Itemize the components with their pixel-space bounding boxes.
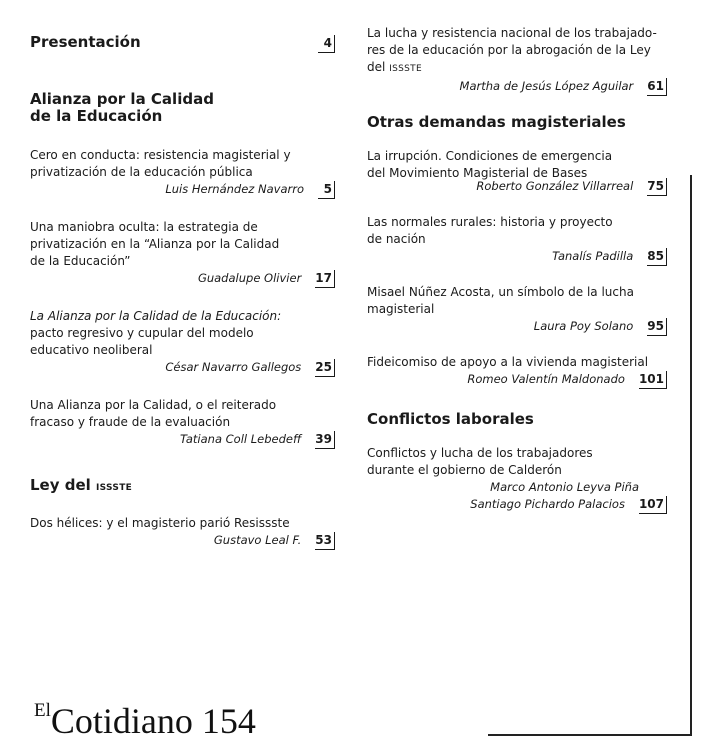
entry-title-line: Conflictos y lucha de los trabajadores <box>367 446 593 460</box>
entry-title-line: Una Alianza por la Calidad, o el reiterado <box>30 398 277 412</box>
entry-title-line: Fideicomiso de apoyo a la vivienda magisterial <box>367 355 649 369</box>
page-number: 95 <box>647 318 667 336</box>
entry-author: Romeo Valentín Maldonado <box>467 372 625 386</box>
toc-entry[interactable] <box>30 219 335 288</box>
toc-entry[interactable] <box>367 214 667 266</box>
entry-title-line: La lucha y resistencia nacional de los trabajado- <box>367 26 657 40</box>
entry-title-line: educativo neoliberal <box>30 343 153 357</box>
entry-title-line: privatización en la “Alianza por la Calidad <box>30 237 280 251</box>
section-heading-alianza <box>30 91 335 125</box>
section-heading-line: Alianza por la Calidad <box>30 90 214 108</box>
section-heading-otras-demandas: Otras demandas magisteriales <box>367 113 626 131</box>
entry-title-line: durante el gobierno de Calderón <box>367 463 562 477</box>
entry-author: Marco Antonio Leyva Piña <box>490 480 639 494</box>
section-heading-line: de la Educación <box>30 107 163 125</box>
toc-entry[interactable] <box>30 147 335 199</box>
frame-vertical-rule <box>690 175 692 735</box>
entry-title-line: magisterial <box>367 302 435 316</box>
entry-author: Tanalís Padilla <box>552 249 634 263</box>
toc-entry[interactable] <box>30 515 335 550</box>
toc-entry[interactable] <box>30 397 335 449</box>
entry-title-line: Dos hélices: y el magisterio parió Resissste <box>30 516 290 530</box>
entry-author: Guadalupe Olivier <box>197 271 302 285</box>
entry-author: Luis Hernández Navarro <box>165 182 304 196</box>
page-number: 61 <box>647 78 667 96</box>
entry-title-line: fracaso y fraude de la evaluación <box>30 415 231 429</box>
entry-author: César Navarro Gallegos <box>165 360 302 374</box>
toc-entry[interactable] <box>367 25 667 96</box>
presentacion-heading: Presentación <box>30 33 141 51</box>
page-number: 107 <box>639 496 667 514</box>
page-number: 25 <box>315 359 335 377</box>
toc-entry[interactable] <box>367 148 667 196</box>
entry-title-line: Una maniobra oculta: la estrategia de <box>30 220 258 234</box>
entry-title-line: Las normales rurales: historia y proyecto <box>367 215 613 229</box>
entry-title-line: de nación <box>367 232 426 246</box>
section-heading-smallcaps: ISSSTE <box>96 483 133 493</box>
entry-author: Roberto González Villarreal <box>476 179 634 193</box>
page-number: 39 <box>315 431 335 449</box>
entry-author: Gustavo Leal F. <box>213 533 302 547</box>
page-number: 17 <box>315 270 335 288</box>
section-heading-conflictos: Conflictos laborales <box>367 410 534 428</box>
entry-title-line: Cero en conducta: resistencia magisterial y <box>30 148 291 162</box>
page-number: 75 <box>647 178 667 196</box>
entry-title-line: privatización de la educación pública <box>30 165 253 179</box>
section-heading-text: Ley del <box>30 476 91 494</box>
toc-entry[interactable] <box>367 284 667 336</box>
toc-entry[interactable] <box>30 308 335 377</box>
page-number: 53 <box>315 532 335 550</box>
page-number: 5 <box>318 181 335 199</box>
entry-title-smallcaps: ISSSTE <box>389 64 422 74</box>
entry-title-text: del <box>367 60 386 74</box>
page-number: 85 <box>647 248 667 266</box>
toc-entry[interactable] <box>367 354 667 389</box>
logo-el: El <box>34 700 51 721</box>
page-number: 4 <box>318 35 335 53</box>
logo-name: Cotidiano 154 <box>50 701 256 741</box>
entry-title-line: La irrupción. Condiciones de emergencia <box>367 149 613 163</box>
entry-author: Tatiana Coll Lebedeff <box>180 432 302 446</box>
frame-horizontal-rule <box>488 734 692 736</box>
entry-author: Santiago Pichardo Palacios <box>470 497 625 511</box>
entry-title-line: de la Educación” <box>30 254 131 268</box>
page-number: 101 <box>639 371 667 389</box>
toc-left-column <box>30 34 335 550</box>
entry-title-line: pacto regresivo y cupular del modelo <box>30 326 254 340</box>
magazine-logo <box>34 700 256 742</box>
entry-title-line: del Movimiento Magisterial de Bases <box>367 166 588 180</box>
entry-author: Laura Poy Solano <box>533 319 634 333</box>
entry-title-line: La Alianza por la Calidad de la Educación: <box>30 309 282 323</box>
entry-title-line: res de la educación por la abrogación de la Ley <box>367 43 651 57</box>
toc-entry-presentacion[interactable] <box>30 34 335 53</box>
entry-title-line <box>367 59 667 78</box>
entry-author: Martha de Jesús López Aguilar <box>459 79 634 93</box>
entry-title-line: Misael Núñez Acosta, un símbolo de la lucha <box>367 285 634 299</box>
toc-right-column <box>367 25 667 514</box>
toc-entry[interactable] <box>367 445 667 514</box>
section-heading-ley-issste <box>30 477 335 497</box>
